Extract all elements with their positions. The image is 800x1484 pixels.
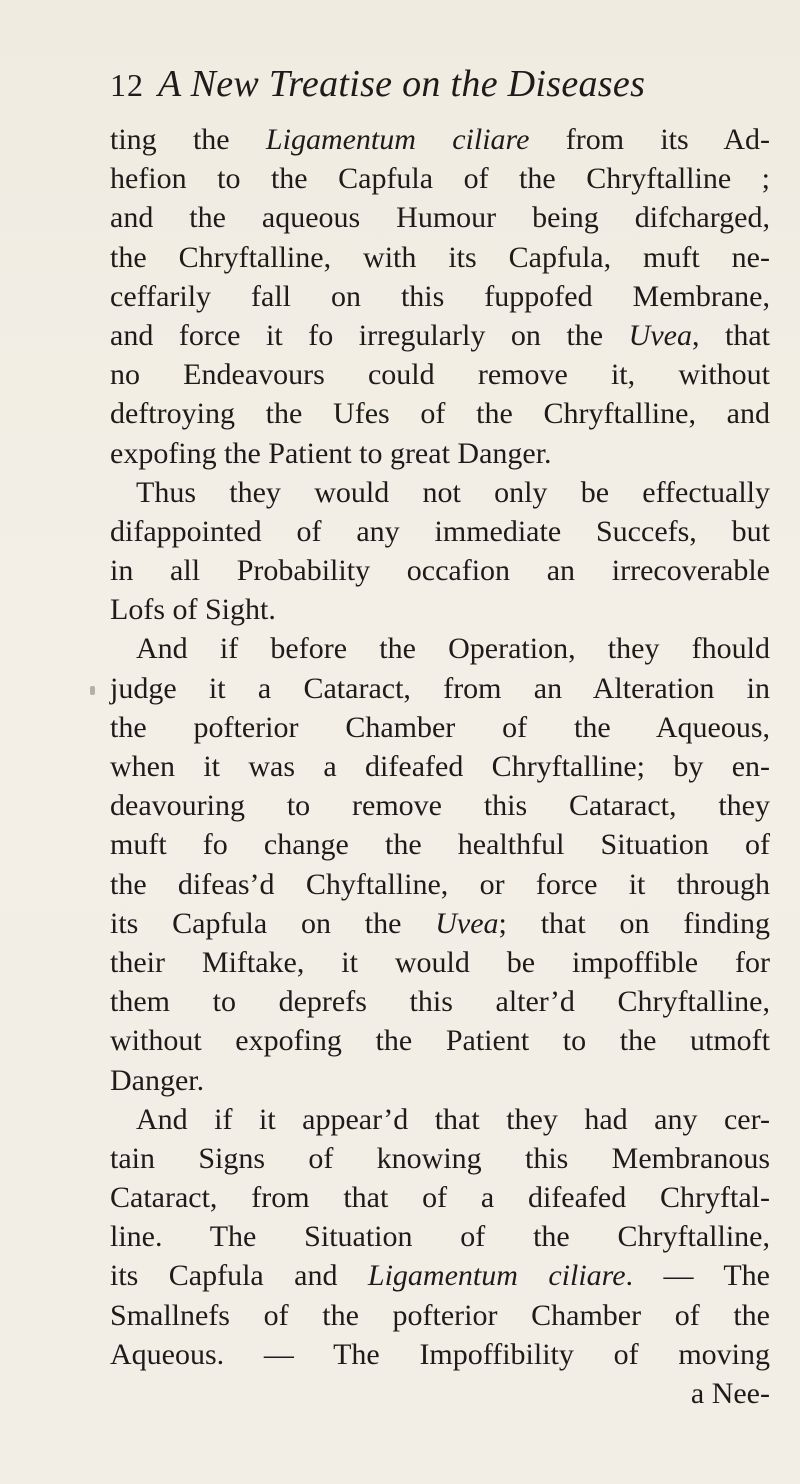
text-line (110, 629, 770, 668)
text-segment: And if it appear’d that they had any cer- (136, 1102, 770, 1136)
text-segment: Cataract, from that of a difeafed Chryftal- (110, 1181, 770, 1215)
running-head (110, 62, 770, 112)
text-segment: them to deprefs this alter’d Chryftalline, (110, 985, 770, 1019)
text-segment: a Nee- (690, 1377, 770, 1410)
text-line (110, 1217, 770, 1256)
text-segment: Aqueous. — The Impoffibility of moving (110, 1337, 770, 1371)
text-segment: Smallnefs of the pofterior Chamber of the (110, 1298, 770, 1332)
text-segment: Thus they would not only be effectually (136, 475, 770, 509)
text-line (110, 551, 770, 590)
text-segment: the difeas’d Chyftalline, or force it through (110, 867, 770, 901)
text-line (110, 1335, 770, 1374)
text-segment: in all Probability occafion an irrecoverable (110, 554, 770, 588)
body-text (110, 120, 770, 1413)
text-segment: difappointed of any immediate Succefs, but (110, 514, 770, 548)
text-segment: Danger. (110, 1063, 205, 1097)
text-line (110, 159, 770, 198)
text-line (110, 590, 770, 629)
text-line (110, 473, 770, 512)
text-segment: the Chryftalline, with its Capfula, muft ne- (110, 240, 770, 274)
text-line (110, 355, 770, 394)
text-segment: the pofterior Chamber of the Aqueous, (110, 710, 770, 744)
text-segment: without expofing the Patient to the utmoft (110, 1024, 770, 1058)
text-line (110, 669, 770, 708)
text-segment: and the aqueous Humour being difcharged, (110, 201, 770, 235)
text-segment: hefion to the Capfula of the Chryftalline ; (110, 162, 770, 196)
text-line (110, 1139, 770, 1178)
text-segment: its Capfula and (110, 1259, 368, 1293)
text-line (110, 238, 770, 277)
text-segment: ; that on finding (498, 906, 770, 940)
italic-term: Ligamentum ciliare (367, 1259, 626, 1293)
text-segment: muft fo change the healthful Situation of (110, 828, 770, 862)
text-segment: from its Ad- (529, 123, 770, 156)
italic-term: Ligamentum ciliare (265, 123, 530, 156)
italic-term: Uvea (628, 318, 692, 352)
running-title: A New Treatise on the Diseases (158, 63, 646, 105)
text-line (110, 394, 770, 433)
text-line (110, 1021, 770, 1060)
text-segment: expofing the Patient to great Danger. (110, 436, 552, 470)
text-line (110, 982, 770, 1021)
text-segment: deavouring to remove this Cataract, they (110, 789, 770, 823)
text-segment: and force it fo irregularly on the (110, 318, 629, 352)
text-segment: line. The Situation of the Chryftalline, (110, 1220, 770, 1254)
text-line (110, 316, 770, 355)
text-line (110, 512, 770, 551)
text-line (110, 786, 770, 825)
text-line (110, 434, 770, 473)
text-line (110, 198, 770, 237)
text-segment: . — The (625, 1259, 770, 1293)
text-segment: , that (691, 318, 770, 352)
text-segment: their Miftake, it would be impoffible for (110, 945, 770, 979)
text-line (110, 904, 770, 943)
text-line (110, 708, 770, 747)
page-number: 12 (110, 67, 144, 103)
ink-speck (90, 686, 95, 695)
text-line (110, 1296, 770, 1335)
text-line (110, 747, 770, 786)
text-segment: no Endeavours could remove it, without (110, 358, 770, 392)
text-line (110, 865, 770, 904)
text-line (110, 1061, 770, 1100)
text-line (110, 277, 770, 316)
text-line (110, 120, 770, 159)
text-line (110, 943, 770, 982)
text-line (110, 1178, 770, 1217)
text-segment: And if before the Operation, they fhould (136, 632, 770, 666)
text-segment: ceffarily fall on this fuppofed Membrane, (110, 279, 770, 313)
text-line (110, 1256, 770, 1295)
text-segment: ting the (110, 123, 266, 156)
text-segment: when it was a difeafed Chryftalline; by en- (110, 750, 770, 783)
text-segment: its Capfula on the (110, 906, 436, 940)
text-line (110, 1100, 770, 1139)
text-line (110, 825, 770, 864)
text-segment: tain Signs of knowing this Membranous (110, 1141, 770, 1175)
text-segment: judge it a Cataract, from an Alteration in (110, 671, 770, 705)
italic-term: Uvea (435, 906, 499, 940)
text-segment: Lofs of Sight. (110, 593, 276, 627)
text-line (110, 1374, 770, 1413)
text-segment: deftroying the Ufes of the Chryftalline, and (110, 397, 770, 431)
